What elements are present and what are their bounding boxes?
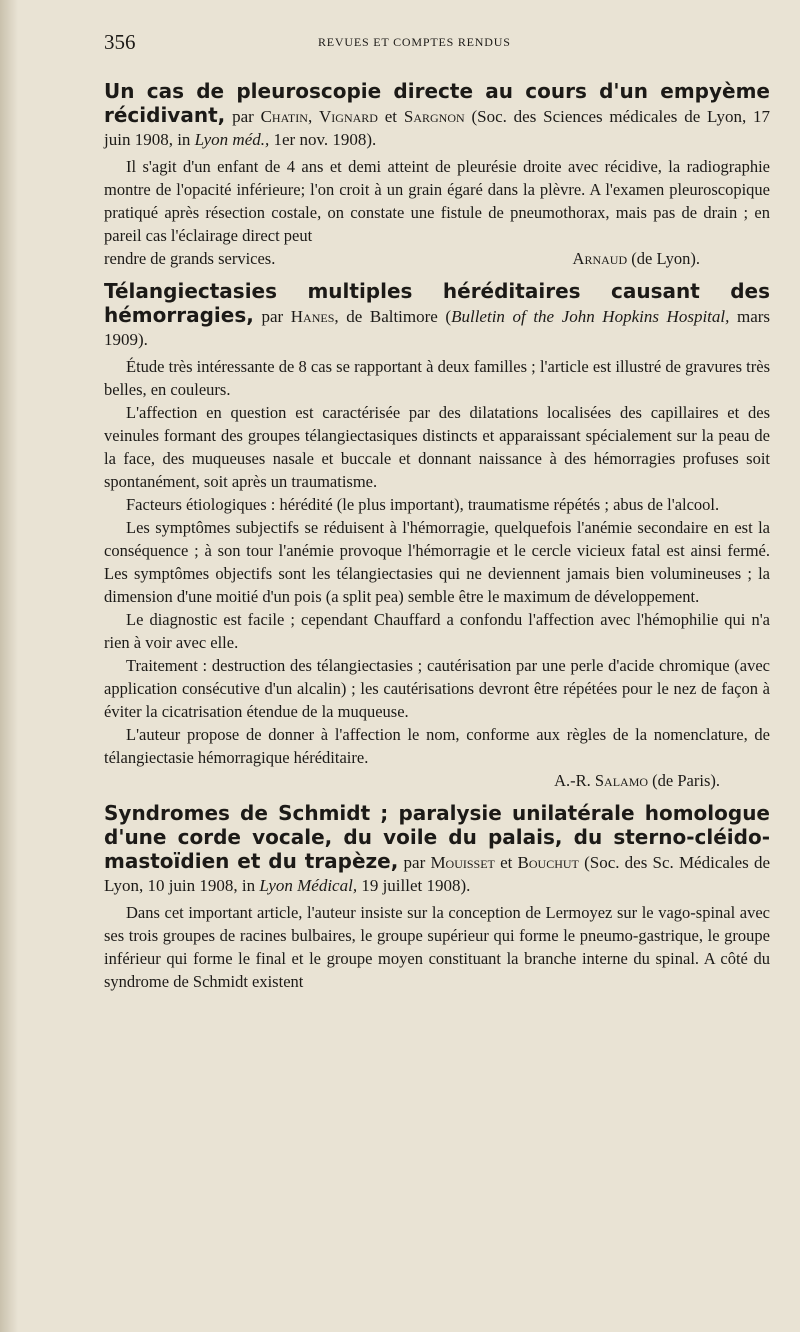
signature-line [104,247,770,270]
author: Vignard [319,107,378,126]
article-title: Syndromes de Schmidt ; paralysie unilatérale homologue d'une corde vocale, du voile du palais, du sterno-cléido-mastoïdien et du trapèze, [104,801,770,873]
source-citation: (Soc. des Sciences médicales de Lyon, 17 juin 1908, in [104,107,771,149]
author: Mouisset [430,853,495,872]
author: Sargnon [403,107,465,126]
paragraph: Le diagnostic est facile ; cependant Chauffard a confondu l'affection avec l'hémophilie qui n'a rien à voir avec elle. [104,610,770,652]
reviewer-name: Arnaud [572,249,628,268]
paragraph: Dans cet important article, l'auteur insiste sur la conception de Lermoyez sur le vago-spinal avec ses trois groupes de racines bulbaires, le groupe supérieur qui forme le pneumo-gastrique, le groupe inférieur qui forme le final et le groupe moyen constituant la branche interne du spinal. A côté du syndrome de Schmidt existent [104,903,770,991]
paragraph: L'auteur propose de donner à l'affection le nom, conforme aux règles de la nomenclature, de télangiectasie hémorragique héréditaire. [104,725,770,767]
author: Hanes [290,307,335,326]
running-head: REVUES ET COMPTES RENDUS [318,35,511,49]
signature-line [104,769,720,792]
article-pleuroscopie [104,80,770,270]
author: Chatin [260,107,308,126]
by-word: par [403,853,426,872]
article-syndromes-schmidt [104,802,770,993]
source-date: 1er nov. 1908). [273,130,377,149]
page-header [104,30,770,64]
reviewer-place: (de Paris). [652,771,720,790]
article-heading: Télangiectasies multiples héréditaires causant des hémorragies, par Hanes, de Baltimore (Bulletin of the John Hopkins Hospital, mars 1909). [104,279,771,349]
by-word: par [261,307,284,326]
article-telangiectasies [104,280,770,792]
journal-name: Lyon Médical, [259,876,358,895]
paragraph: Traitement : destruction des télangiectasies ; cautérisation par une perle d'acide chromique (avec application consécutive d'un alcalin) ; les cautérisations devront être répétées pour le nez de façon à éviter la cicatrisation étendue de la muqueuse. [104,656,770,721]
journal-name: Lyon méd., [194,130,270,149]
page-number: 356 [104,30,136,54]
article-title: Télangiectasies multiples héréditaires causant des hémorragies, [104,279,770,327]
author: Bouchut [517,853,579,872]
and-word: et [384,107,398,126]
journal-name: Bulletin of the John Hopkins Hospital, [451,307,730,326]
article-heading: Un cas de pleuroscopie directe au cours d'un empyème récidivant, par Chatin, Vignard et Sargnon (Soc. des Sciences médicales de Lyon, 17 juin 1908, in Lyon méd., 1er nov. 1908). [104,79,771,149]
by-word: par [232,107,254,126]
paragraph: L'affection en question est caractérisée par des dilatations localisées des capillaires et des veinules formant des groupes télangiectasiques distincts et apparaissant spécialement sur la peau de la face, des muqueuses nasale et buccale et donnant naissance à des hémorragies profuses soit spontanément, soit après un traumatisme. [104,403,770,491]
paragraph: Facteurs étiologiques : hérédité (le plus important), traumatisme répétés ; abus de l'alcool. [126,495,720,514]
source-date: mars 1909). [104,307,771,349]
source-citation: (Soc. des Sc. Médicales de Lyon, 10 juin 1908, in [104,853,771,895]
paragraph: Étude très intéressante de 8 cas se rapportant à deux familles ; l'article est illustré de gravures très belles, en couleurs. [104,357,770,399]
article-heading [104,802,770,897]
page-gutter-shadow [0,0,18,1332]
article-title: Un cas de pleuroscopie directe au cours d'un empyème récidivant, [104,79,770,127]
reviewer-name: A.-R. Salamo [554,771,649,790]
paragraph: Il s'agit d'un enfant de 4 ans et demi atteint de pleurésie droite avec récidive, la radiographie montre de l'opacité inférieure; l'on croit à un grain égaré dans la plèvre. A l'examen pleuroscopique pratiqué après résection costale, on constate une fistule de pneumothorax, mais pas de drain ; en pareil cas l'éclairage direct peut [104,157,770,245]
reviewer-place: (de Lyon). [631,249,700,268]
and-word: et [500,853,513,872]
paragraph-last-line: rendre de grands services. [104,249,276,268]
paragraph: Les symptômes subjectifs se réduisent à l'hémorragie, quelquefois l'anémie secondaire en est la conséquence ; à son tour l'anémie provoque l'hémorragie et le cercle vicieux fatal est ainsi fermé. Les symptômes objectifs sont les télangiectasies qui ne deviennent jamais bien volumineuses ; la dimension d'une moitié d'un pois (a split pea) semble être le maximum de développement. [104,518,770,606]
source-date: 19 juillet 1908). [361,876,471,895]
source-citation: de Baltimore ( [346,307,452,326]
